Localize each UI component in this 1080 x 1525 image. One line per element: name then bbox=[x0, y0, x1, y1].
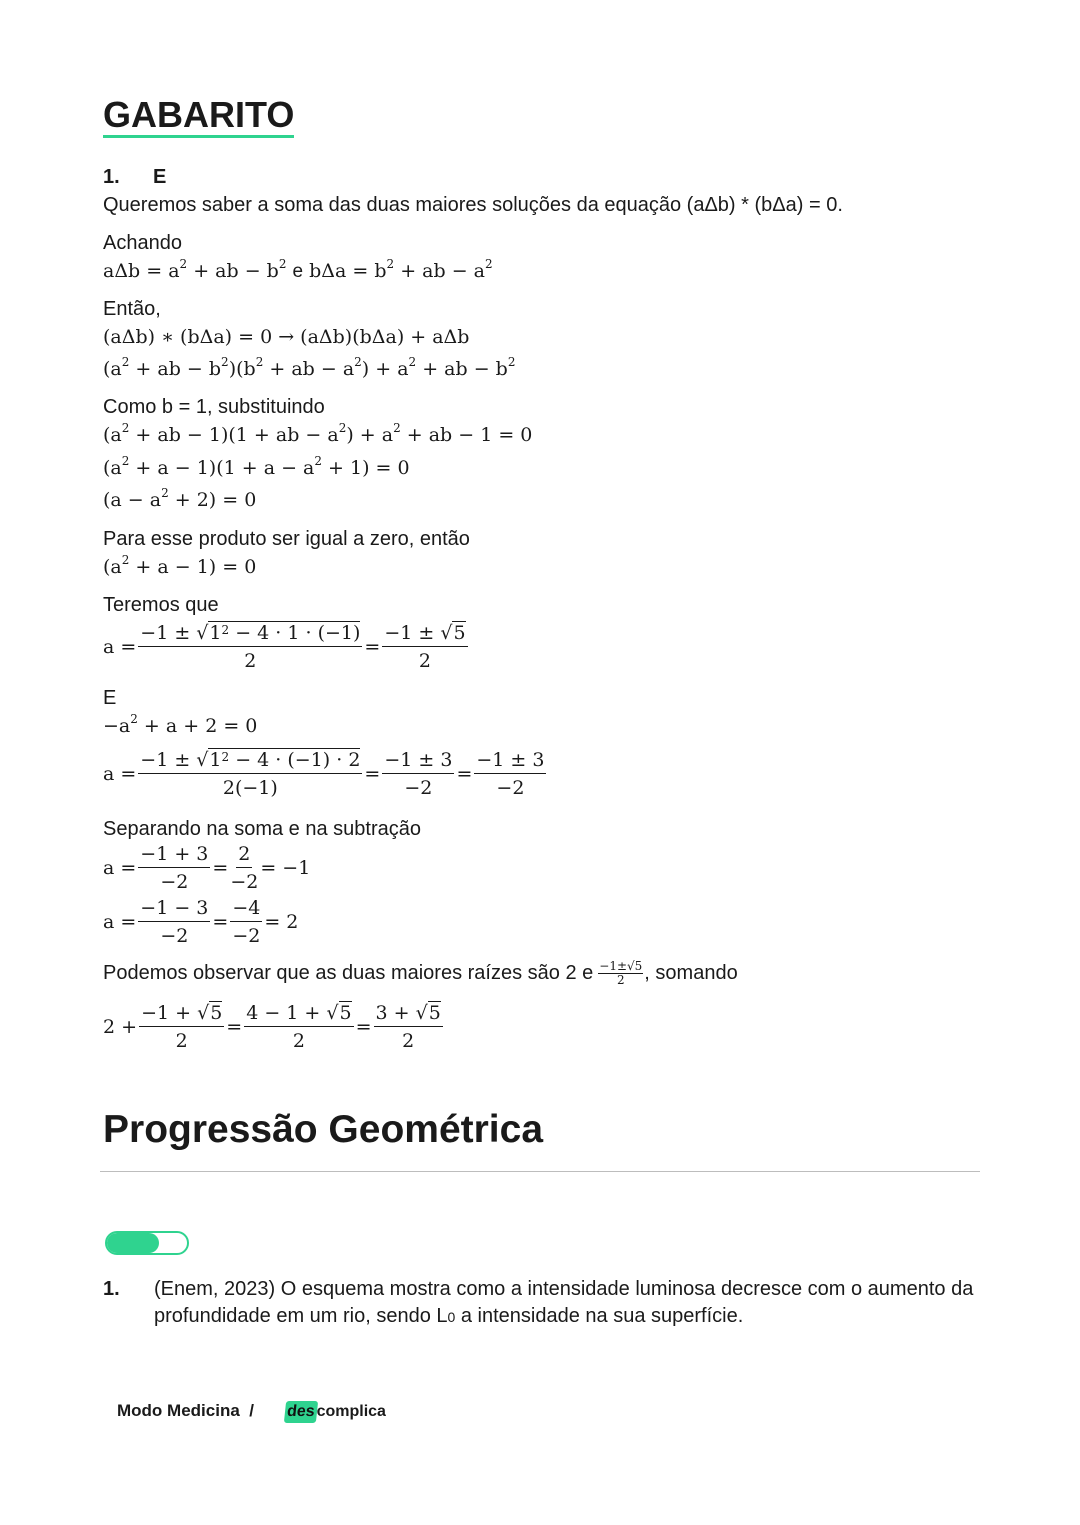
achando-label: Achando bbox=[103, 232, 182, 254]
toggle-fill bbox=[107, 1233, 159, 1253]
definitions-equation: $a\Delta b = a^2$ + ab − $b^2$ e $b\Delta a = b^2$ + ab − $a^2$ bbox=[103, 257, 493, 282]
teremos-label: Teremos que bbox=[103, 594, 219, 616]
answer-number: 1. bbox=[103, 166, 120, 188]
descomplica-logo bbox=[285, 1401, 386, 1423]
separando-label: Separando na soma e na subtração bbox=[103, 818, 421, 840]
footer-label bbox=[117, 1401, 254, 1421]
para-esse-label: Para esse produto ser igual a zero, então bbox=[103, 528, 470, 550]
logo-rest: complica bbox=[316, 1403, 386, 1420]
sum-equation: 2 + $\frac{-1 + √5}{2}$ = $\frac{4 - 1 + √5}{2}$ = $\frac{3 + √5}{2}$ bbox=[103, 1002, 441, 1052]
progress-toggle bbox=[105, 1231, 189, 1255]
bhaskara-first: a = $\frac{-1 \pm √1^2 - 4 \cdot 1 \cdot (-1)}{2}$ = $\frac{-1 \pm √5}{2}$ bbox=[103, 622, 466, 672]
answer-letter: E bbox=[153, 166, 167, 188]
section-divider bbox=[100, 1171, 980, 1172]
inline-fraction: $\frac{-1\pm√5}{2}$ bbox=[599, 959, 643, 987]
footer-brand-text: Modo Medicina bbox=[117, 1401, 240, 1420]
equation-factor: $(a - a^2 + 2) = 0$ bbox=[103, 486, 257, 511]
section-title: Progressão Geométrica bbox=[103, 1108, 544, 1151]
e-label: E bbox=[103, 687, 117, 709]
bhaskara-second: a = $\frac{-1 \pm √1^2 - 4 \cdot (-1) \cdot 2}{2(-1)}$ = $\frac{-1 \pm 3}{-2}$ = $\frac{-1 \pm 3}{-2}$ bbox=[103, 749, 545, 799]
podemos-suffix: , somando bbox=[644, 962, 738, 984]
question-number: 1. bbox=[103, 1278, 120, 1300]
question-text-end: a intensidade na sua superfície. bbox=[455, 1305, 744, 1327]
podemos-prefix: Podemos observar que as duas maiores raízes são 2 e bbox=[103, 962, 594, 984]
equation-substituted: ($a^2$ + ab − 1)(1 + ab − $a^2) + a^2$ + ab − 1 = 0 bbox=[103, 421, 533, 446]
podemos-line bbox=[103, 960, 738, 987]
entao-label: Então, bbox=[103, 298, 161, 320]
gabarito-title: GABARITO bbox=[103, 96, 294, 138]
root-two: a = $\frac{-1 - 3}{-2}$ = $\frac{-4}{-2}$ = 2 bbox=[103, 897, 299, 947]
root-minus-one: a = $\frac{-1 + 3}{-2}$ = $\frac{2}{-2}$ = −1 bbox=[103, 843, 311, 893]
question-text-part: profundidade em um rio, sendo L bbox=[154, 1305, 448, 1327]
equation-simplified: $(a^2 + a - 1)(1 + a - a^2 + 1) = 0$ bbox=[103, 454, 410, 479]
equation-second: $-a^2 + a + 2 = 0$ bbox=[103, 712, 258, 737]
question-text-line2 bbox=[154, 1305, 743, 1328]
intro-line: Queremos saber a soma das duas maiores soluções da equação (aΔb) * (bΔa) = 0. bbox=[103, 194, 843, 216]
como-b-label: Como b = 1, substituindo bbox=[103, 396, 325, 418]
question-text-line1: (Enem, 2023) O esquema mostra como a intensidade luminosa decresce com o aumento da bbox=[154, 1278, 974, 1300]
logo-des: des bbox=[284, 1401, 318, 1423]
equation-expanded: ($a^2$ + ab − $b^2)(b^2$ + ab − $a^2) + a^2$ + ab − $b^2$ bbox=[103, 355, 516, 380]
question-subscript: 0 bbox=[447, 1309, 456, 1325]
footer-separator: / bbox=[249, 1401, 254, 1420]
equation-product-zero: $(a^2 + a - 1) = 0$ bbox=[103, 553, 257, 578]
equation-operation: (aΔb) ∗ (bΔa) = 0 → (aΔb)(bΔa) + aΔb bbox=[103, 326, 470, 348]
